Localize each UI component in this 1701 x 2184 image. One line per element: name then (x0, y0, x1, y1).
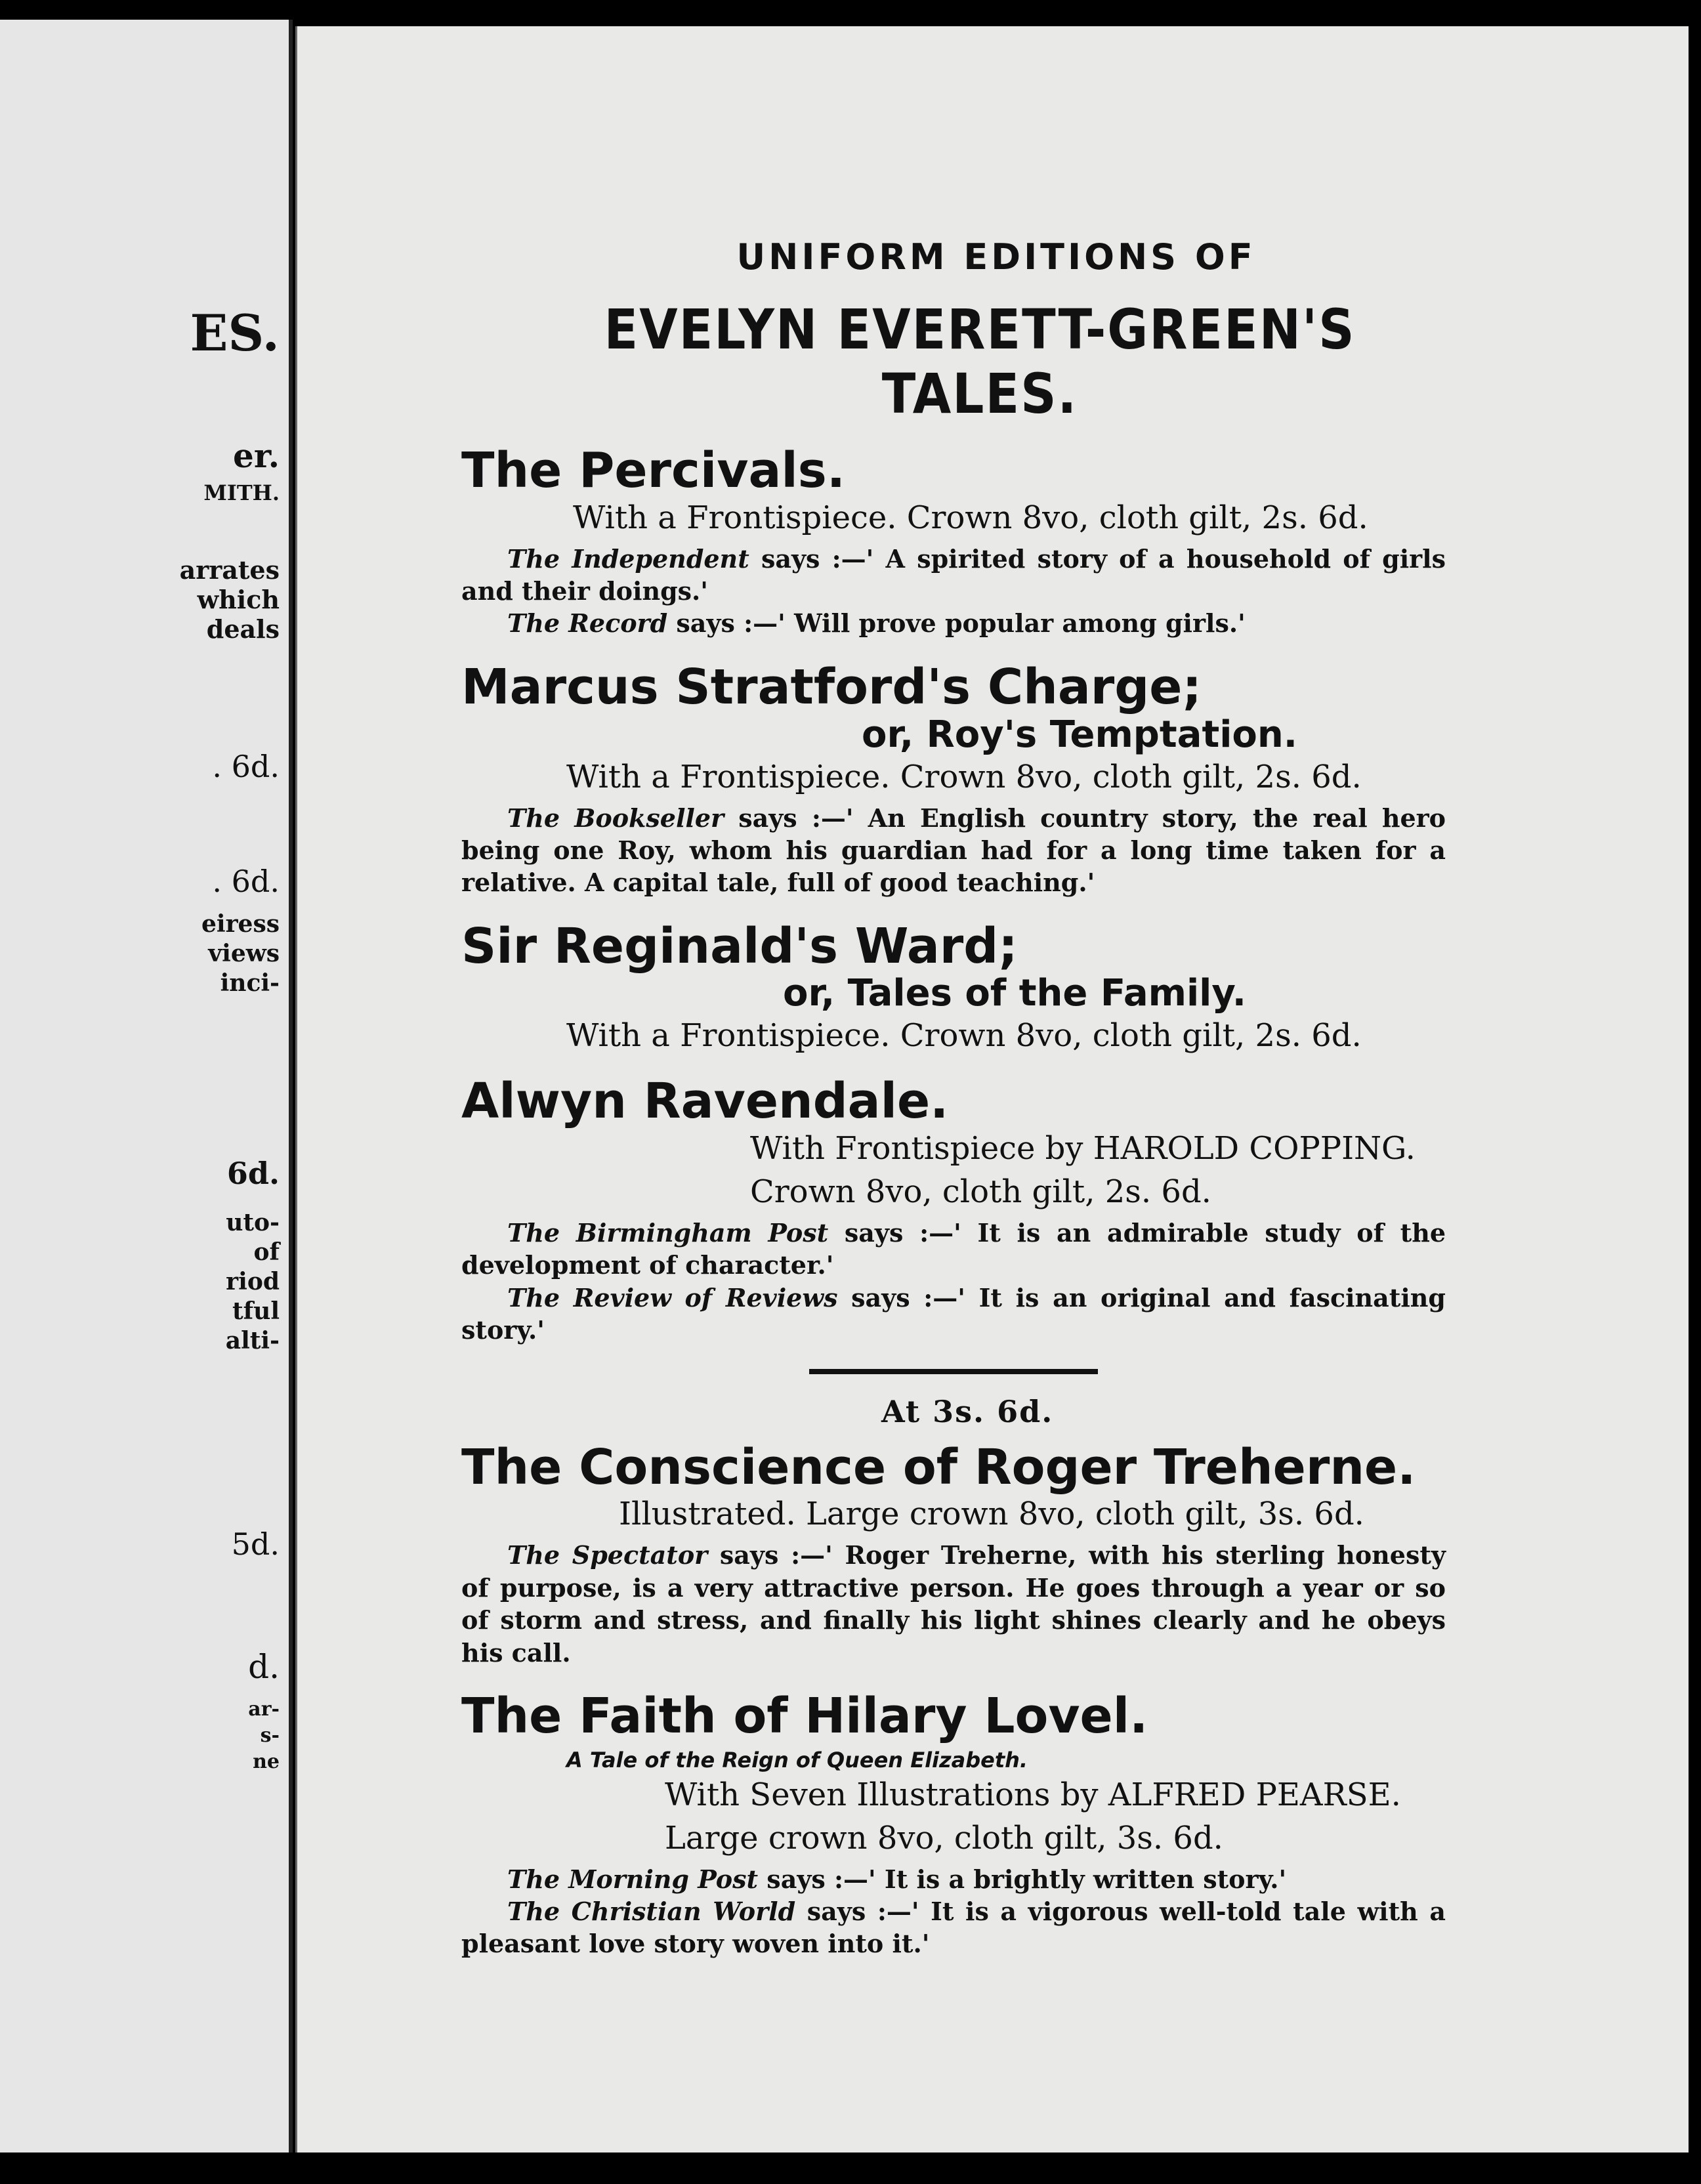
review-text: says :—' It is a vigorous well-told tale with a pleasant love story woven into it.' (461, 1896, 1446, 1959)
edition-line: Large crown 8vo, cloth gilt, 3s. 6d. (665, 1819, 1223, 1857)
book-title: Sir Reginald's Ward; (461, 917, 1018, 975)
review-quote (461, 1863, 1446, 1895)
book-title: Marcus Stratford's Charge; (461, 658, 1202, 715)
review-quote (461, 1217, 1446, 1282)
review-text: says :—' It is an admirable study of the development of character.' (461, 1218, 1446, 1280)
facing-page-fragment: tful (232, 1297, 280, 1325)
book-entry (461, 917, 1446, 1055)
book-entry (461, 1687, 1446, 1960)
facing-page-fragment: deals (206, 614, 280, 644)
facing-page-fragment: . 6d. (212, 749, 280, 784)
review-text: says :—' A spirited story of a household of girls and their doings.' (461, 543, 1446, 606)
book-subtitle: A Tale of the Reign of Queen Elizabeth. (566, 1747, 1028, 1773)
facing-page-fragment: ES. (190, 304, 280, 362)
review-quote (461, 607, 1446, 639)
facing-page-fragment: s- (260, 1724, 280, 1747)
facing-page-fragment: inci- (220, 969, 280, 997)
books-2s6d (461, 442, 1446, 1347)
facing-page-fragment: riod (226, 1268, 280, 1295)
book-entry (461, 442, 1446, 640)
facing-page-fragment: eiress (201, 910, 280, 938)
books-3s6d (461, 1438, 1446, 1960)
book-subtitle: or, Tales of the Family. (783, 972, 1246, 1015)
book-title: The Faith of Hilary Lovel. (461, 1687, 1148, 1744)
facing-page-fragment: ar- (248, 1698, 280, 1721)
review-text: says :—' Will prove popular among girls.' (667, 608, 1246, 639)
review-quote (461, 1895, 1446, 1960)
facing-page-fragment: 6d. (226, 1156, 280, 1191)
review-source: The Birmingham Post (507, 1218, 829, 1248)
review-source: The Morning Post (507, 1864, 759, 1894)
header-line-2: EVELYN EVERETT-GREEN'S TALES. (604, 297, 1356, 426)
book-entry (461, 1073, 1446, 1346)
review-source: The Review of Reviews (507, 1282, 838, 1312)
advert-page (295, 26, 1689, 2152)
facing-page-fragment: uto- (226, 1209, 280, 1236)
review-text: says :—' Roger Treherne, with his sterling honesty of purpose, is a very attractive person. He goes through a year or so of storm and stress, and finally his light shines clearly and he obeys his call. (461, 1540, 1446, 1668)
book-title: Alwyn Ravendale. (461, 1073, 949, 1130)
book-entry (461, 1438, 1446, 1669)
edition-line: With Seven Illustrations by ALFRED PEARSE. (665, 1776, 1401, 1813)
review-source: The Record (507, 608, 668, 639)
review-source: The Bookseller (507, 803, 724, 833)
review-quote (461, 543, 1446, 608)
edition-line: Crown 8vo, cloth gilt, 2s. 6d. (750, 1173, 1211, 1211)
facing-page-fragment: MITH. (203, 480, 280, 505)
facing-page-fragment: of (253, 1238, 280, 1266)
facing-page-fragment: views (208, 940, 280, 967)
edition-line: With a Frontispiece. Crown 8vo, cloth gilt, 2s. 6d. (566, 758, 1362, 795)
review-text: says :—' It is a brightly written story.' (758, 1864, 1287, 1894)
advert-content (461, 236, 1446, 1983)
header-line-1: UNIFORM EDITIONS OF (736, 236, 1256, 278)
review-source: The Independent (507, 543, 749, 574)
edition-line: With a Frontispiece. Crown 8vo, cloth gilt, 2s. 6d. (566, 1017, 1362, 1055)
facing-page-fragment: er. (233, 436, 280, 475)
facing-page-fragment: alti- (225, 1327, 280, 1354)
facing-page-fragment: which (197, 585, 280, 614)
price-heading: At 3s. 6d. (881, 1393, 1054, 1429)
book-title: The Conscience of Roger Treherne. (461, 1438, 1416, 1496)
section-divider (809, 1369, 1098, 1374)
book-title: The Percivals. (461, 442, 845, 499)
facing-page-fragment: arrates (179, 555, 280, 585)
edition-line: With a Frontispiece. Crown 8vo, cloth gilt, 2s. 6d. (573, 499, 1368, 536)
book-entry (461, 658, 1446, 899)
review-quote (461, 1282, 1446, 1347)
facing-page (0, 20, 293, 2152)
facing-page-fragment: 5d. (231, 1526, 280, 1562)
review-source: The Spectator (507, 1540, 708, 1570)
review-quote (461, 1539, 1446, 1669)
review-text: says :—' An English country story, the real hero being one Roy, whom his guardian had for a long time taken for a relative. A capital tale, full of good teaching.' (461, 803, 1446, 898)
edition-line: Illustrated. Large crown 8vo, cloth gilt, 3s. 6d. (619, 1496, 1364, 1533)
review-quote (461, 802, 1446, 899)
facing-page-fragment: d. (248, 1648, 280, 1686)
facing-page-fragment: ne (253, 1750, 280, 1773)
review-source: The Christian World (507, 1896, 796, 1926)
review-text: says :—' It is an original and fascinating story.' (461, 1282, 1446, 1345)
book-subtitle: or, Roy's Temptation. (862, 713, 1298, 756)
facing-page-fragment: . 6d. (212, 864, 280, 899)
edition-line: With Frontispiece by HAROLD COPPING. (750, 1130, 1416, 1167)
